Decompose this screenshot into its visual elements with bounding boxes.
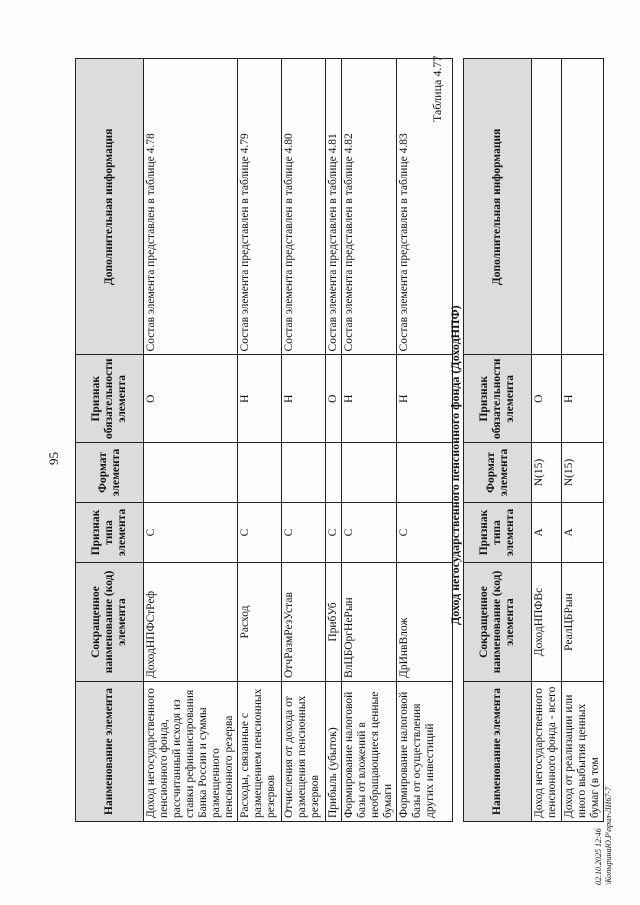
cell-req: Н [342,355,397,443]
cell-name: Отчисления от дохода от размещения пенсионных резервов [282,682,326,822]
cell-name: Формирование налоговой базы от вложений в необращающиеся ценные бумаги [342,682,397,822]
cell-name: Формирование налоговой базы от осуществления других инвестиций [397,682,453,822]
table-row [397,59,453,822]
cell-type: А [532,503,562,563]
cell-info: Состав элемента представлен в таблице 4.79 [238,59,282,355]
col-header-format: Формат элемента [464,443,532,503]
col-header-name: Наименование элемента [76,682,144,822]
cell-type: С [397,503,453,563]
table-caption: Таблица 4.77 [430,55,444,122]
cell-format [144,443,238,503]
cell-code: ДоходНПФВс [532,563,562,682]
col-header-req: Признак обязательности элемента [464,355,532,443]
cell-code: Расход [238,563,282,682]
table-row [238,59,282,822]
cell-name: Доход негосударственного пенсионного фонда - всего [532,682,562,822]
table-title: Доход негосударственного пенсионного фонда (ДоходНПФ) [448,305,462,625]
cell-req: О [326,355,342,443]
cell-info: Состав элемента представлен в таблице 4.83 [397,59,453,355]
cell-req: Н [282,355,326,443]
col-header-type: Признак типа элемента [464,503,532,563]
cell-type: С [144,503,238,563]
cell-name: Доход негосударственного пенсионного фонда, рассчитанный исходя из ставки рефинансирования Банка России и суммы размещенного пенсионного резерва [144,682,238,822]
cell-format: N(15) [532,443,562,503]
col-header-info: Дополнительная информация [76,59,144,355]
cell-type: С [238,503,282,563]
cell-name: Прибыль (убыток) [326,682,342,822]
table-row [144,59,238,822]
col-header-format: Формат элемента [76,443,144,503]
cell-code: ОтчРазмРезУстав [282,563,326,682]
cell-format [326,443,342,503]
cell-type: С [342,503,397,563]
cell-code: ПрибУб [326,563,342,682]
col-header-info: Дополнительная информация [464,59,532,355]
page-number: 95 [46,452,61,465]
cell-format [238,443,282,503]
table-row [282,59,326,822]
print-stamp [594,787,614,885]
elements-table-continued [75,55,453,822]
cell-format [342,443,397,503]
table-row [562,59,604,822]
cell-info [562,59,604,355]
cell-type: А [562,503,604,563]
cell-info: Состав элемента представлен в таблице 4.80 [282,59,326,355]
cell-code: РеалЦБРын [562,563,604,682]
income-table [463,58,604,822]
cell-req: Н [562,355,604,443]
cell-format [397,443,453,503]
cell-code: ДоходНПФСтРеф [144,563,238,682]
cell-format: N(15) [562,443,604,503]
col-header-name: Наименование элемента [464,682,532,822]
cell-info [532,59,562,355]
cell-info: Состав элемента представлен в таблице 4.81 [326,59,342,355]
cell-info: Состав элемента представлен в таблице 4.78 [144,59,238,355]
table-row [342,59,397,822]
col-header-code: Сокращенное наименование (код) элемента [76,563,144,682]
table-row [326,59,342,822]
cell-code: ВлЦБОргНеРын [342,563,397,682]
col-header-code: Сокращенное наименование (код) элемента [464,563,532,682]
col-header-type: Признак типа элемента [76,503,144,563]
stamp-date: 02.10.2025 12:46 [594,828,603,885]
col-header-req: Признак обязательности элемента [76,355,144,443]
stamp-path: \КопыринаЮ.Р\прил-ЛИ67-7 [604,787,613,885]
cell-req: О [144,355,238,443]
cell-name: Доход от реализации или иного выбытия ценных бумаг (в том [562,682,604,822]
cell-name: Расходы, связанные с размещением пенсионных резервов [238,682,282,822]
cell-type: С [282,503,326,563]
cell-req: Н [397,355,453,443]
cell-format [282,443,326,503]
cell-info: Состав элемента представлен в таблице 4.82 [342,59,397,355]
cell-req: Н [238,355,282,443]
cell-req: О [532,355,562,443]
cell-type: С [326,503,342,563]
cell-code: ДрИнвВлож [397,563,453,682]
table-row [532,59,562,822]
